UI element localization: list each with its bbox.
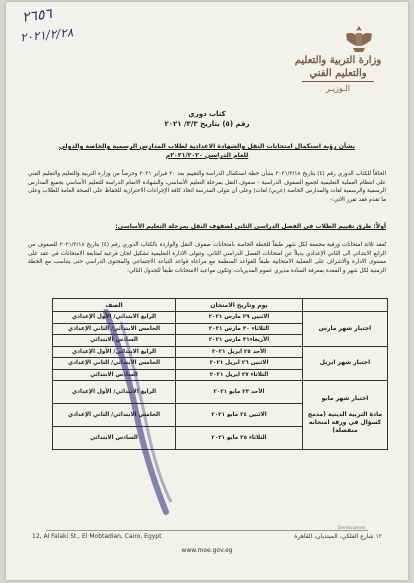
header-date: يوم وتاريخ الامتحان (176, 299, 303, 312)
exam-date: الثلاثاء ٢٥ مايو ٢٠٢١ (176, 427, 303, 450)
exam-date: الأربعاء٣١ مارس ٢٠٢١ (176, 335, 303, 347)
exam-grade: الرابع الابتدائي/ الأول الإعدادي (53, 381, 176, 404)
exam-date: الاثنين ٢٩ مارس ٢٠٢١ (176, 312, 303, 324)
paragraph-exams: تُعقد ثلاثة امتحانات ورقية مجمعة لكل شهر طبقاً للخطة الخاصة بامتحانات صفوف النقل والواردة بالكتاب الدوري رقم (٤) بتاريخ ٢٠٢١/٢/١٨ للصفوف من الرابع الابتدائي الى الثاني الإعدادي بديلاً عن امتحانات الفصل الدراسي الثاني، وتتولى الادارة التعليمية تشكيل لجان فرعية لمتابعة الامتحانات في عقد على مستوى الادارة والاشراف على العملية الامتحانية طبقاً للقواعد المنظمة مع مراعاة قواعد التباعد الاجتماعي والمحتوى الدراسي حتى يتناسب مع الخطة الزمنية لكل شهر و المعدة بمعرفة السادة مديري عموم المديريات، وتكون مواعيد الامتحانات طبقاً للجدول التالي: (28, 242, 386, 274)
footer-divider (46, 530, 368, 531)
exam-date: الاثنين ٢٦ ابريل ٢٠٢١ (176, 358, 303, 370)
document-number: رقم (٥) بتاريخ ٣/٣/ ٢٠٢١ (164, 120, 250, 128)
month-april: اختبار شهر ابريل (303, 346, 388, 381)
exam-grade: الرابع الابتدائي/ الأول الإعدادي (53, 346, 176, 358)
document-subject (36, 142, 378, 160)
header-grade: الصف (53, 299, 176, 312)
subject-line-2: للعام الدراسي ٢٠٢١/٢٠٢٠م (165, 152, 249, 159)
month-may-note: مادة التربية الدينية (مدمج كسؤال في ورقة امتحانه منفصلة) (307, 411, 383, 434)
eagle-emblem-icon (342, 22, 376, 56)
header-empty (303, 299, 388, 312)
ministry-name: وزارة التربية والتعليم (294, 55, 382, 66)
diagonal-signature-stamp (96, 302, 176, 522)
handwritten-date: ٢٠٢١/٢/٢٨ (19, 25, 74, 45)
exam-grade: السادس الابتدائي (53, 427, 176, 450)
month-may-label: اختبار شهر مايو (321, 395, 369, 402)
paragraph-intro: الحاقاً للكتاب الدوري رقم (٤) بتاريخ ٢٠٢١/٢/١٨ بشأن خطة استكمال الدراسة والتقييم بعد ٢٠ فبراير ٢٠٢١ وحرصاً من وزارة التربية والتعليم والتعليم الفني على انتظام العملية التعليمية لجميع الصفوف الدراسية - صفوف النقل بمرحلة التعليم الأساسي، والشهادة الاتمام الدراسة للتعليم الأساسي بجميع المدارس الرسمية والرسمية لغات والمدارس الخاصة (عربي/ لغات) وعلى أن تتولى المدرسة اتخاذ كافة الإجراءات الاحترازية للحفاظ على الصحة العامة للطلاب وعلى ما تقدم فقد تقرر الاتي:- (28, 171, 387, 203)
month-may (303, 381, 388, 450)
exam-grade: الخامس الابتدائي/ الثاني الإعدادي (53, 358, 176, 370)
exam-date: الاثنين ٢٤ مايو ٢٠٢١ (176, 404, 303, 427)
address-english: 12, Al Falaki St., El Mobtadian, Cairo, Egypt (32, 533, 162, 540)
subject-line-1: بشأن رؤية استكمال امتحانات النقل والشهادة الاعدادية لطلاب المدارس الرسمية والخاصة والدولي (59, 143, 355, 150)
document-page (6, 2, 408, 580)
exam-grade: الخامس الابتدائي/ الثاني الإعدادي (53, 323, 176, 335)
exam-date: الثلاثاء ٣٠ مارس ٢٠٢١ (176, 323, 303, 335)
minister-label: الـوزيـر (302, 81, 374, 95)
exam-grade: الرابع الابتدائي/ الأول الإعدادي (53, 312, 176, 324)
exam-date: الثلاثاء ٢٧ ابريل ٢٠٢١ (176, 369, 303, 381)
document-type: كتاب دوري (188, 110, 226, 118)
exam-grade: السادس الابتدائي (53, 369, 176, 381)
exam-date: الأحد ٢٥ ابريل ٢٠٢١ (176, 346, 303, 358)
footer-address (6, 533, 408, 540)
address-arabic: ١٢ شارع الفلكي، المبتديان، القاهرة (294, 533, 382, 540)
ministry-subname: والتعليم الفني (309, 68, 367, 79)
scanner-watermark: Genlscanner (337, 526, 366, 531)
footer-website: www.moe.gov.eg (181, 547, 233, 554)
ministry-header (288, 54, 388, 95)
month-march: اختبار شهر مارس (303, 312, 388, 347)
exam-date: الأحد ٢٣ مايو ٢٠٢١ (176, 381, 303, 404)
exam-grade: السادس الابتدائي (53, 335, 176, 347)
exam-grade: الخامس الابتدائي/ الثاني الإعدادي (53, 404, 176, 427)
section-heading: أولاً: طرق تقييم الطلاب في الفصل الدراسي الثاني لصفوف النقل بمرحلة التعليم الأساسي: (115, 223, 386, 230)
handwritten-number: ٢٦٥٦ (21, 5, 54, 27)
